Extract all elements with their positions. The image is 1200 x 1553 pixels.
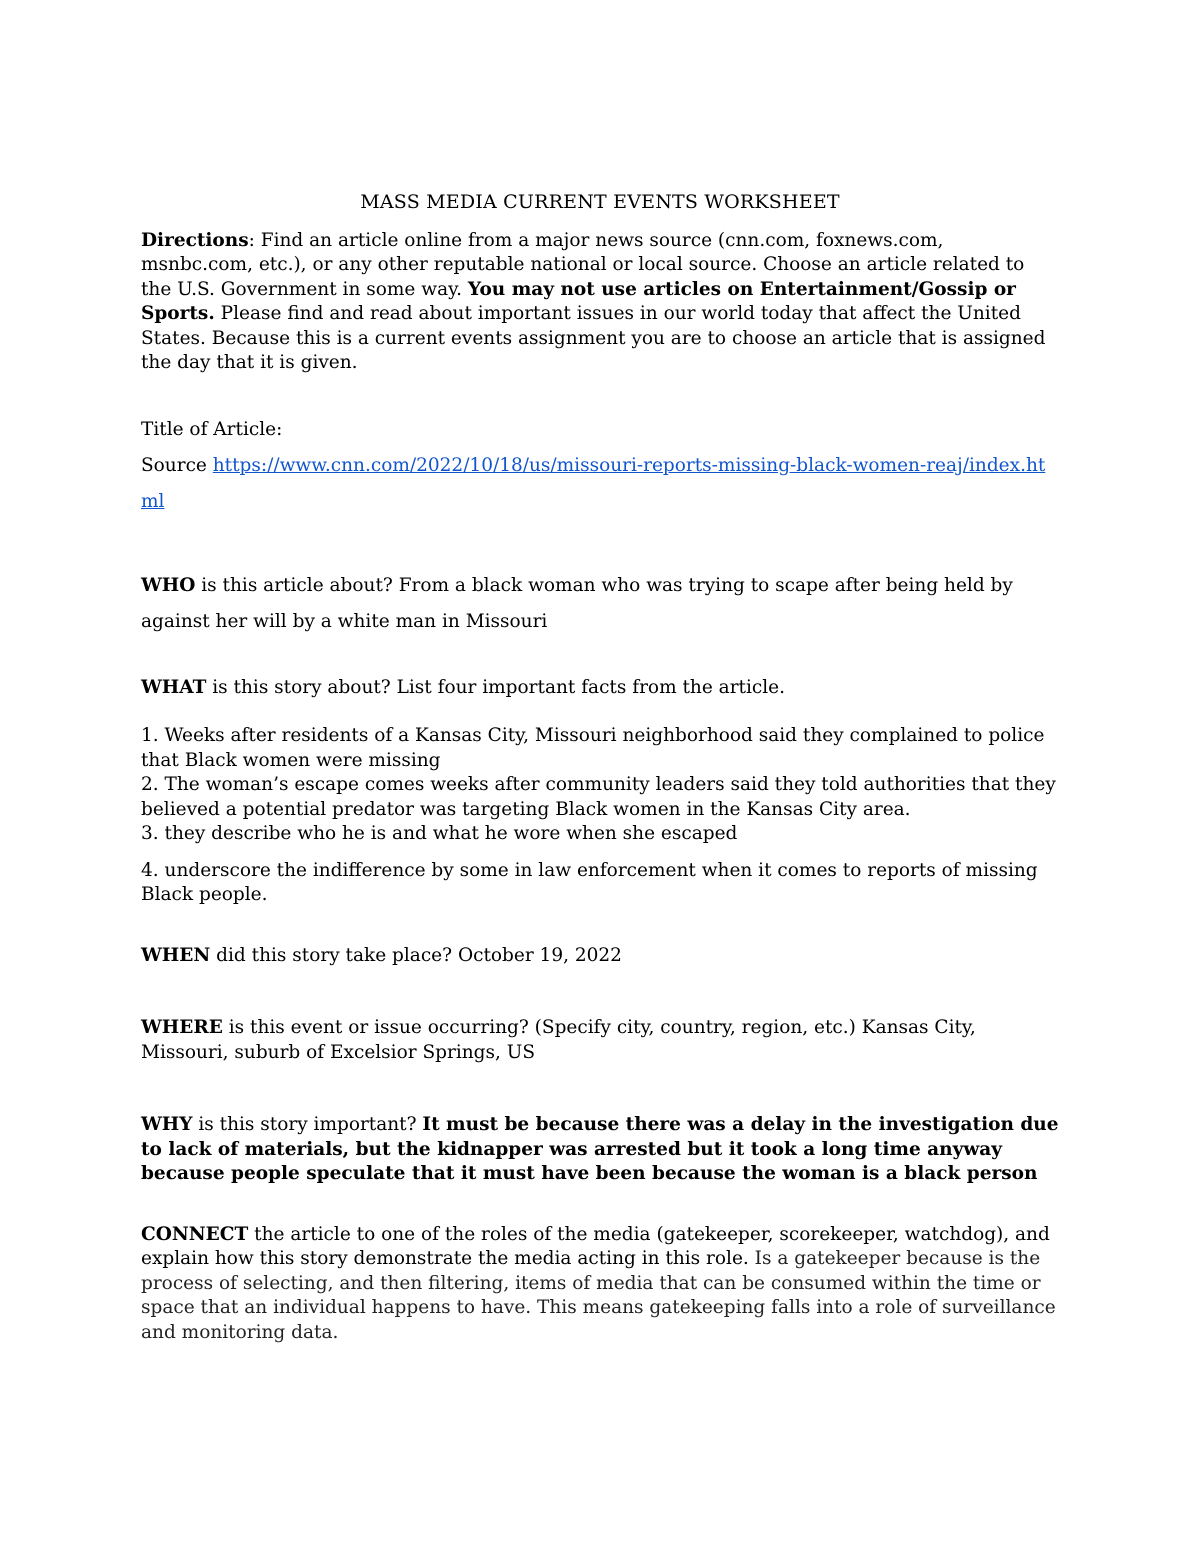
directions-colon: : xyxy=(248,229,261,251)
why-label: WHY xyxy=(141,1114,193,1135)
who-answer: From a black woman who was trying to scape after being held by against her will by a white man in Missouri xyxy=(141,574,1013,632)
when-question: did this story take place? xyxy=(210,944,458,966)
what-fact-2: 2. The woman’s escape comes weeks after community leaders said they told authorities that they believed a potential predator was targeting Black women in the Kansas City area. xyxy=(141,774,1056,820)
directions-label: Directions xyxy=(141,229,249,251)
spacer xyxy=(141,640,1059,676)
who-label: WHO xyxy=(141,574,196,596)
what-question: is this story about? List four important facts from the article. xyxy=(206,676,786,698)
when-label: WHEN xyxy=(141,944,211,966)
title-of-article-label: Title of Article: xyxy=(141,418,283,440)
why-answer: It must be because there was a delay in the investigation due to lack of materials, but the kidnapper was arrested but it took a long time anyway because people speculate that it must have been because the woman is a black person xyxy=(141,1114,1059,1184)
worksheet-title: MASS MEDIA CURRENT EVENTS WORKSHEET xyxy=(360,191,840,213)
source-label: Source xyxy=(141,454,213,476)
what-fact-4: 4. underscore the indifference by some in law enforcement when it comes to reports of missing Black people. xyxy=(141,859,1038,905)
connect-section xyxy=(141,1223,1059,1346)
spacer xyxy=(141,968,1059,1016)
connect-answer: Is a gatekeeper because is the process of selecting, and then filtering, items of media that can be consumed within the time or space that an individual happens to have. This means gatekeeping falls into a role of surveillance and monitoring data. xyxy=(141,1248,1056,1343)
directions-restriction-period: . xyxy=(208,303,215,324)
connect-label: CONNECT xyxy=(141,1223,249,1245)
directions-restriction: You may not use articles on Entertainment/Gossip or Sports xyxy=(141,278,1016,324)
why-section xyxy=(141,1113,1059,1187)
where-answer: Kansas City, Missouri, suburb of Excelsior Springs, US xyxy=(141,1017,976,1063)
spacer xyxy=(141,908,1059,944)
where-question: is this event or issue occurring? (Specify city, country, region, etc.) xyxy=(222,1017,862,1038)
where-label: WHERE xyxy=(141,1017,223,1038)
who-question: is this article about? xyxy=(195,574,399,596)
when-section xyxy=(141,944,1059,969)
who-section xyxy=(141,568,1059,640)
what-label: WHAT xyxy=(141,676,207,698)
where-section xyxy=(141,1016,1059,1065)
what-section xyxy=(141,676,1059,701)
spacer xyxy=(141,376,1059,412)
directions-text-2: Please find and read about important issues in our world today that affect the United States. Because this is a current events assignment you are to choose an article that is assigned the day that it is given. xyxy=(141,303,1046,373)
source-line xyxy=(141,448,1059,520)
worksheet-content xyxy=(141,190,1059,1345)
connect-question: the article to one of the roles of the media (gatekeeper, scorekeeper, watchdog), and explain how this story demonstrate the media acting in this role. xyxy=(141,1223,1050,1269)
why-question: is this story important? xyxy=(192,1114,423,1135)
spacer xyxy=(141,700,1059,724)
source-link[interactable]: https://www.cnn.com/2022/10/18/us/missouri-reports-missing-black-women-reaj/index.html xyxy=(141,454,1046,512)
spacer xyxy=(141,1065,1059,1113)
directions-paragraph xyxy=(141,229,1059,376)
what-fact-3: 3. they describe who he is and what he wore when she escaped xyxy=(141,823,738,844)
when-answer: October 19, 2022 xyxy=(457,944,622,966)
what-fact-1: 1. Weeks after residents of a Kansas City, Missouri neighborhood said they complained to police that Black women were missing xyxy=(141,725,1045,771)
directions-text-1: Find an article online from a major news source (cnn.com, foxnews.com, msnbc.com, etc.), or any other reputable national or local source. Choose an article related to the U.S. Government in some way. xyxy=(141,229,1025,300)
spacer xyxy=(141,520,1059,568)
spacer xyxy=(141,1187,1059,1223)
